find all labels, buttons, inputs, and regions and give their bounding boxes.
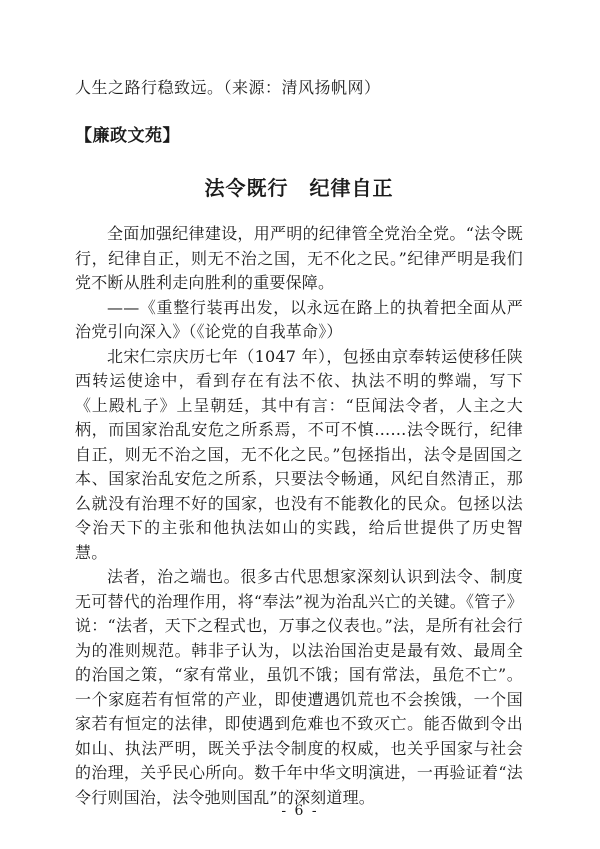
section-label: 【廉政文苑】 [75, 126, 180, 146]
article-paragraph-attribution: ——《重整行装再出发，以永远在路上的执着把全面从严治党引向深入》（《论党的自我革命》） [75, 297, 523, 341]
article-paragraph: 北宋仁宗庆历七年（1047 年），包拯由京奉转运使移任陕西转运使途中，看到存在有法不依、执法不明的弊端，写下《上殿札子》上呈朝廷，其中有言：“臣闻法令者，人主之大柄，而国家治乱安危之所系焉，不可不慎……法令既行，纪律自正，则无不治之国，无不化之民。”包拯指出，法令是固国之本、国家治乱安危之所系，只要法令畅通，风纪自然清正，那么就没有治理不好的国家，也没有不能教化的民众。包拯以法令治天下的主张和他执法如山的实践，给后世提供了历史智慧。 [75, 346, 523, 562]
article-title: 法令既行 纪律自正 [204, 176, 394, 200]
continuation-paragraph: 人生之路行稳致远。（来源：清风扬帆网） [75, 78, 381, 97]
page-number: - 6 - [281, 803, 319, 819]
article-paragraph: 法者，治之端也。很多古代思想家深刻认识到法令、制度无可替代的治理作用，将“奉法”视为治乱兴亡的关键。《管子》说：“法者，天下之程式也，万事之仪表也。”法，是所有社会行为的准则规范。韩非子认为，以法治国治吏是最有效、最周全的治国之策，“家有常业，虽饥不饿；国有常法，虽危不亡”。一个家庭若有恒常的产业，即使遭遇饥荒也不会挨饿，一个国家若有恒定的法律，即使遇到危难也不致灭亡。能否做到令出如山、执法严明，既关乎法令制度的权威，也关乎国家与社会的治理，关乎民心所向。数千年中华文明演进，一再验证着“法令行则国治，法令弛则国乱”的深刻道理。 [75, 567, 523, 807]
article-paragraph: 全面加强纪律建设，用严明的纪律管全党治全党。“法令既行，纪律自正，则无不治之国，无不化之民。”纪律严明是我们党不断从胜利走向胜利的重要保障。 [75, 224, 523, 292]
article-body [75, 222, 523, 810]
